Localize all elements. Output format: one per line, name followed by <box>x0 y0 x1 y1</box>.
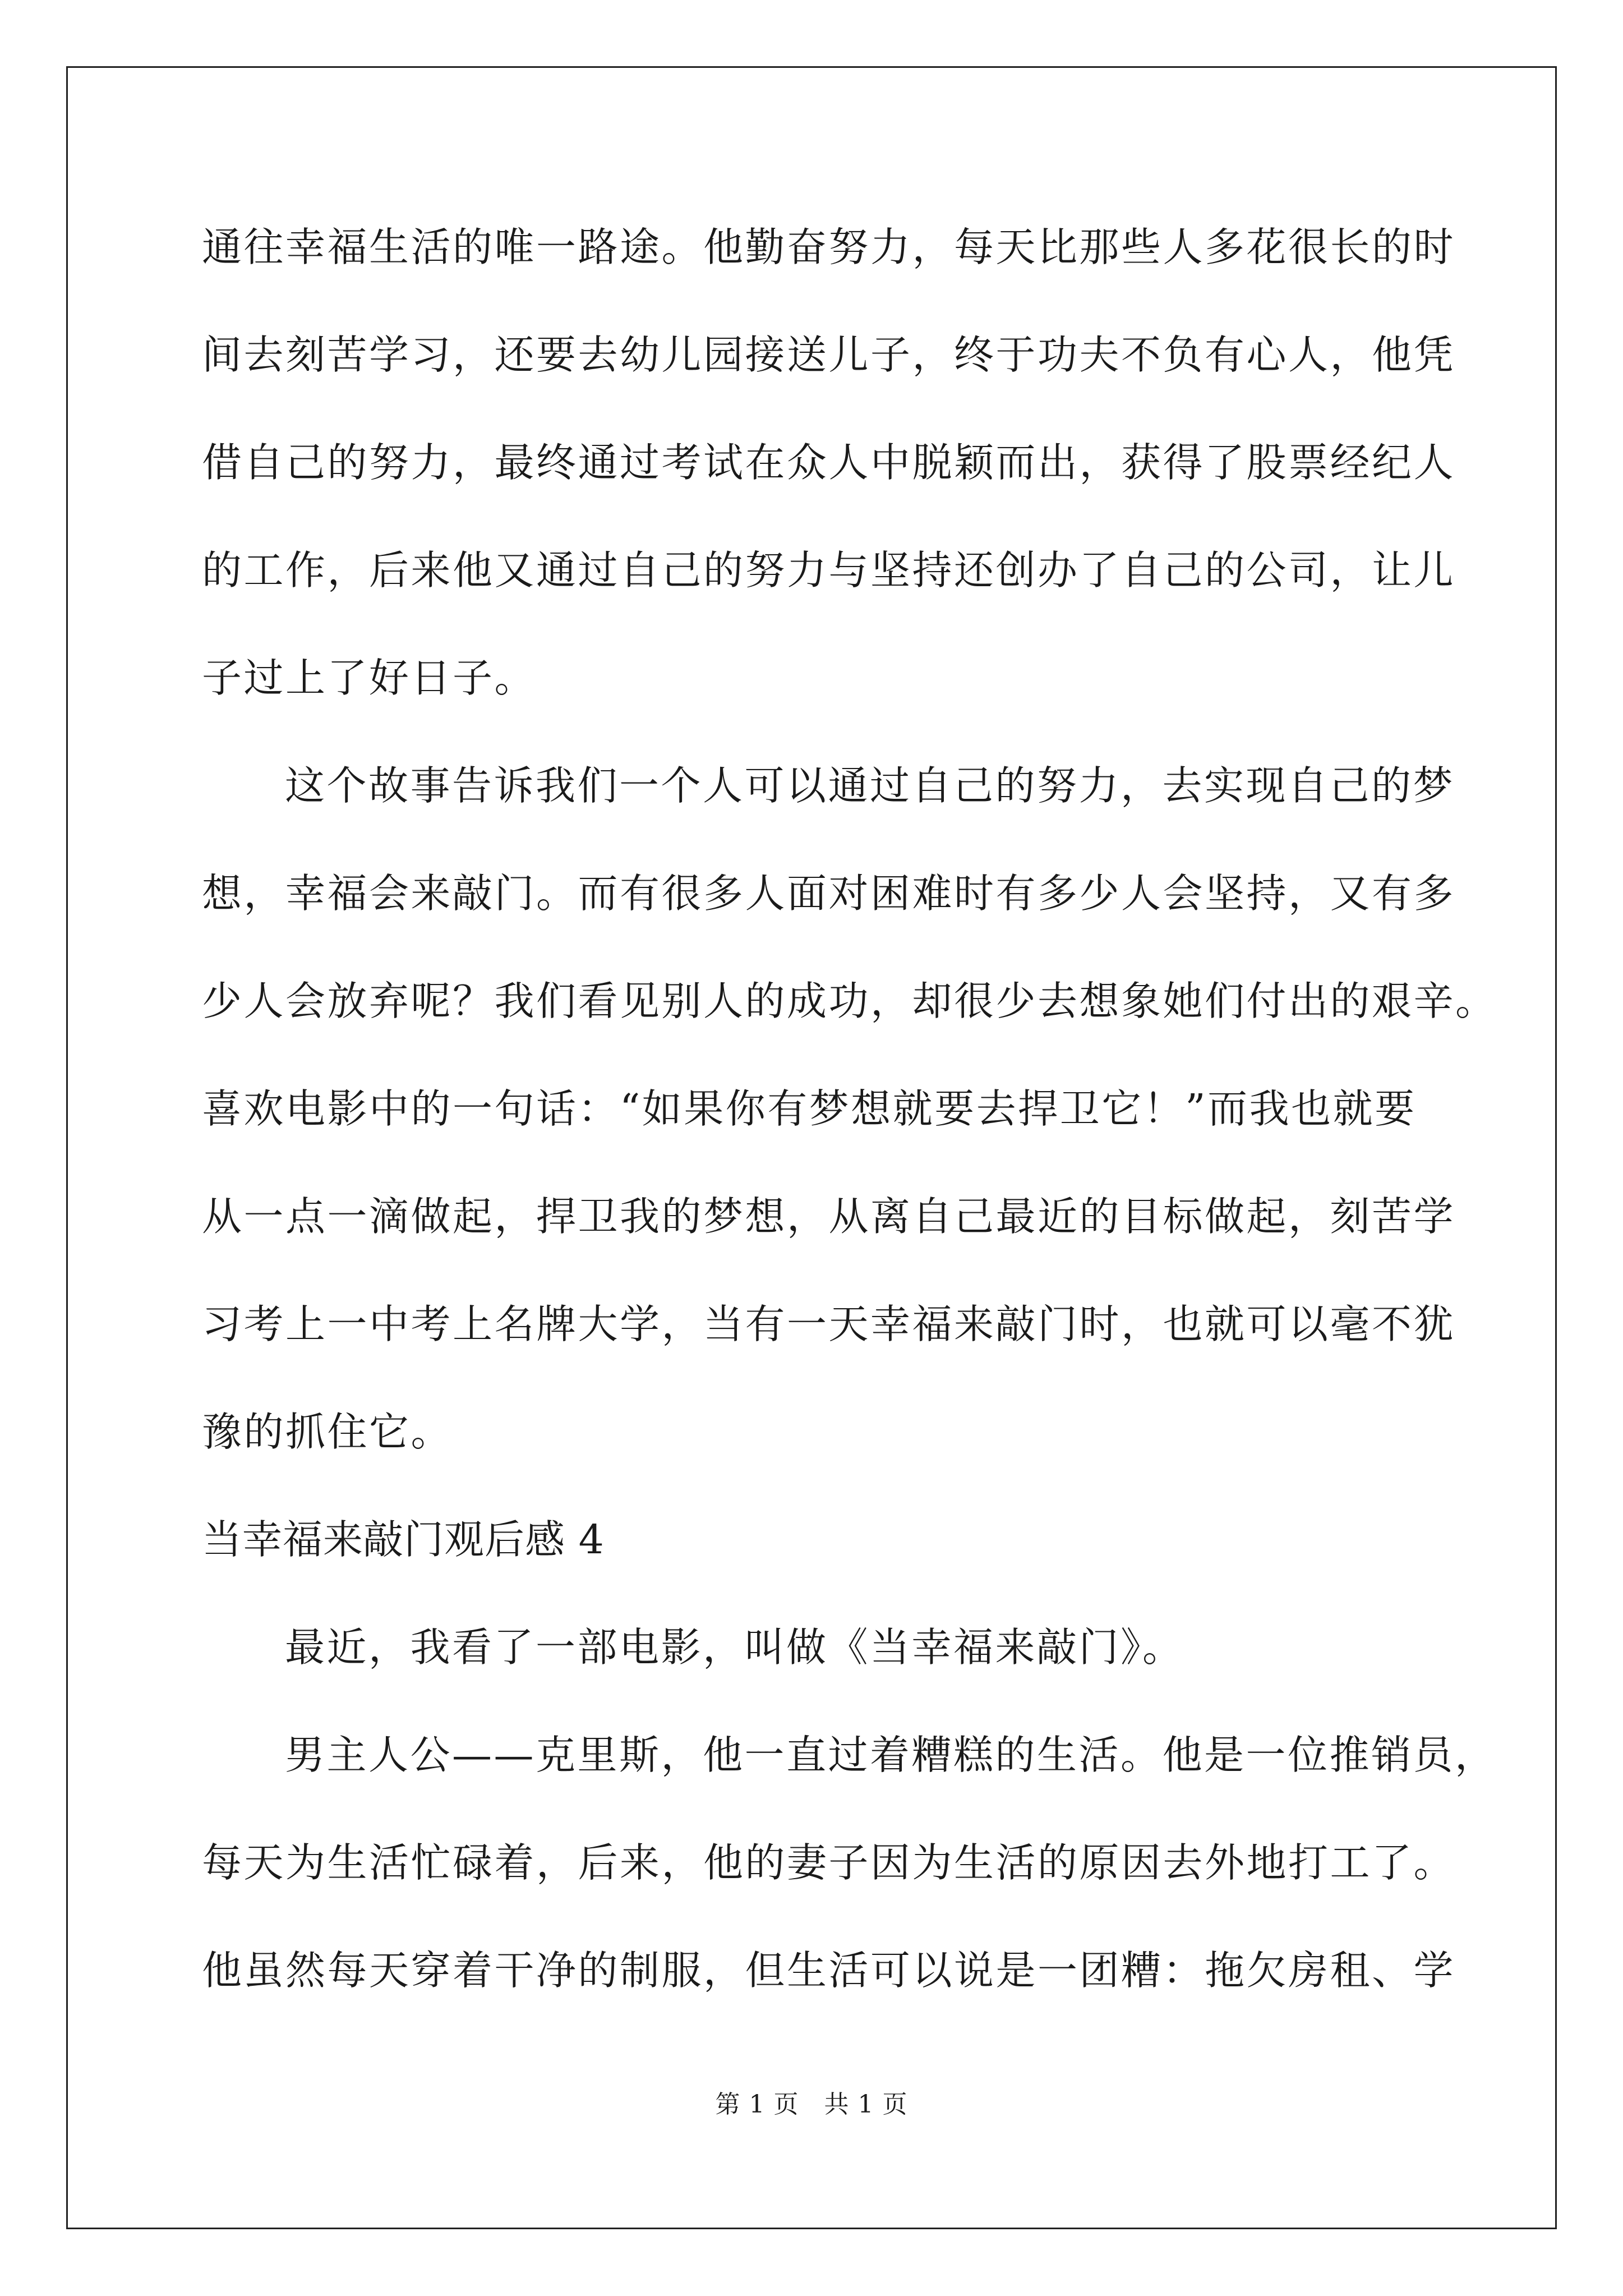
paragraph-start-line: 这个故事告诉我们一个人可以通过自己的努力，去实现自己的梦 <box>285 762 1455 809</box>
text-line: 间去刻苦学习，还要去幼儿园接送儿子，终于功夫不负有心人，他凭 <box>202 332 1456 378</box>
text-line: 喜欢电影中的一句话：“如果你有梦想就要去捍卫它！”而我也就要 <box>202 1085 1417 1132</box>
text-line: 的工作，后来他又通过自己的努力与坚持还创办了自己的公司，让儿 <box>202 547 1456 593</box>
text-line: 每天为生活忙碌着，后来，他的妻子因为生活的原因去外地打工了。 <box>202 1839 1456 1886</box>
paragraph-start-line: 最近，我看了一部电影，叫做《当幸福来敲门》。 <box>285 1624 1184 1671</box>
document-body <box>202 216 1497 2047</box>
text-line: 习考上一中考上名牌大学，当有一天幸福来敲门时，也就可以毫不犹 <box>202 1301 1456 1347</box>
text-line: 想，幸福会来敲门。而有很多人面对困难时有多少人会坚持，又有多 <box>202 870 1456 917</box>
text-line: 借自己的努力，最终通过考试在众人中脱颖而出，获得了股票经纪人 <box>202 439 1456 486</box>
text-line: 子过上了好日子。 <box>202 655 537 701</box>
paragraph-start-line: 男主人公——克里斯，他一直过着糟糕的生活。他是一位推销员， <box>285 1732 1497 1778</box>
text-line: 他虽然每天穿着干净的制服，但生活可以说是一团糟：拖欠房租、学 <box>202 1947 1456 1994</box>
page-number-footer: 第 1 页 共 1 页 <box>715 2090 908 2119</box>
section-heading: 当幸福来敲门观后感 4 <box>202 1516 605 1563</box>
text-line: 豫的抓住它。 <box>202 1409 453 1455</box>
text-line: 从一点一滴做起，捍卫我的梦想，从离自己最近的目标做起，刻苦学 <box>202 1193 1456 1240</box>
text-line: 通往幸福生活的唯一路途。他勤奋努力，每天比那些人多花很长的时 <box>202 224 1456 270</box>
text-line: 少人会放弃呢？我们看见别人的成功，却很少去想象她们付出的艰辛。 <box>202 978 1497 1024</box>
